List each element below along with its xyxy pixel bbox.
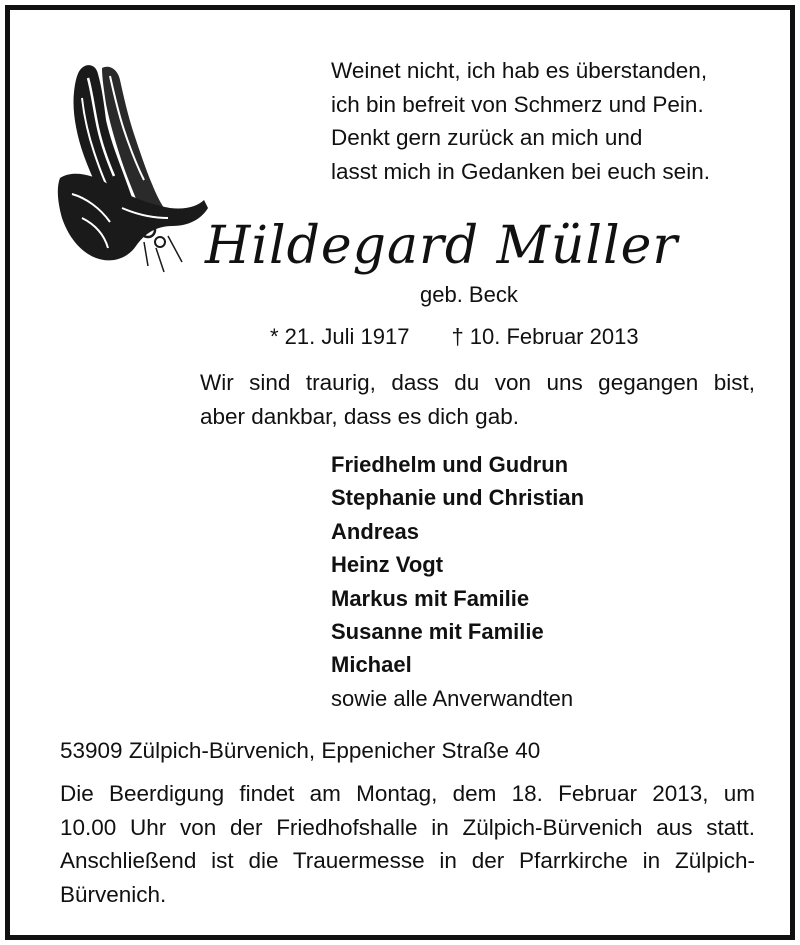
poem-line: lasst mich in Gedanken bei euch sein. [331,158,710,184]
mourner: Michael [331,652,412,678]
mourner: Andreas [331,518,420,544]
poem-line: ich bin befreit von Schmerz und Pein. [331,91,704,117]
mourner: Friedhelm und Gudrun [331,452,569,477]
poem-line: Weinet nicht, ich hab es überstanden, [331,58,708,83]
poem [331,54,710,188]
mourner: Susanne mit Familie [331,619,544,645]
address: 53909 Zülpich-Bürvenich, Eppenicher Straße 40 [60,738,541,763]
mourner: Stephanie und Christian [331,485,585,511]
mourner: Heinz Vogt [331,552,444,578]
birth-date: * 21. Juli 1917 [270,324,410,349]
funeral-line: 10.00 Uhr von der Friedhofshalle in Zülpich-Bürvenich aus statt. [60,814,755,840]
intro-text [200,366,755,433]
life-dates [270,324,639,350]
deceased-name: Hildegard Müller [205,216,679,276]
mourner: Markus mit Familie [331,585,530,611]
funeral-line: Anschließend ist die Trauermesse in der Pfarrkirche in Zülpich- [60,848,755,873]
intro-line: aber dankbar, dass es dich gab. [200,403,519,429]
praying-hands-icon [52,58,212,273]
funeral-line: Die Beerdigung findet am Montag, dem 18. Februar 2013, um [60,781,755,806]
intro-line: Wir sind traurig, dass du von uns gegangen bist, [200,370,755,395]
death-date: † 10. Februar 2013 [451,324,639,349]
poem-line: Denkt gern zurück an mich und [331,125,643,150]
birth-name: geb. Beck [420,282,518,307]
funeral-info [60,777,755,911]
funeral-line: Bürvenich. [60,881,167,907]
obituary-notice [5,5,795,940]
mourners-list [331,448,584,715]
mourners-footer: sowie alle Anverwandten [331,685,574,711]
